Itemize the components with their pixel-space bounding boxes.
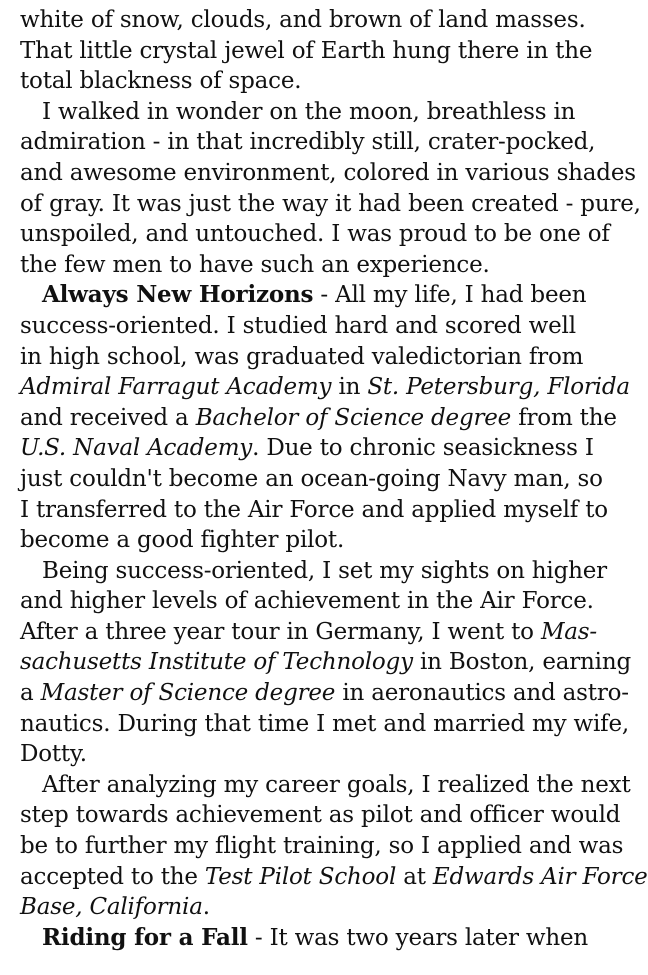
text-segment: in Boston, earning bbox=[412, 649, 631, 676]
paragraph bbox=[20, 770, 648, 923]
text-line bbox=[20, 464, 603, 495]
text-line bbox=[20, 800, 621, 831]
text-line bbox=[20, 403, 617, 434]
text-line bbox=[20, 862, 648, 893]
text-line bbox=[20, 556, 607, 587]
text-line bbox=[20, 66, 592, 97]
text-line bbox=[20, 342, 592, 373]
text-segment: Dotty. bbox=[20, 741, 87, 768]
text-segment: a bbox=[20, 680, 41, 707]
text-line bbox=[20, 739, 592, 770]
text-segment: That little crystal jewel of Earth hung there in the bbox=[20, 37, 593, 64]
text-segment: - All my life, I had been bbox=[313, 282, 587, 309]
text-segment: accepted to the bbox=[20, 863, 205, 890]
text-line bbox=[20, 586, 592, 617]
italic-text: St. Petersburg, Florida bbox=[367, 374, 630, 401]
text-line bbox=[20, 678, 629, 709]
text-segment: step towards achievement as pilot and officer would bbox=[20, 802, 621, 829]
text-line bbox=[20, 219, 610, 250]
text-segment: from the bbox=[511, 404, 617, 431]
italic-text: sachusetts Institute of Technology bbox=[20, 649, 413, 676]
text-segment: just couldn't become an ocean-going Navy man, so bbox=[20, 465, 603, 492]
text-line bbox=[20, 5, 592, 36]
text-segment: After a three year tour in Germany, I went to bbox=[20, 618, 541, 645]
text-line bbox=[20, 127, 596, 158]
text-segment: in aeronautics and astro- bbox=[335, 680, 629, 707]
paragraph bbox=[20, 97, 641, 281]
italic-text: Bachelor of Science degree bbox=[195, 404, 512, 431]
text-line bbox=[20, 280, 592, 311]
text-line bbox=[20, 158, 636, 189]
paragraph bbox=[20, 280, 630, 555]
text-line bbox=[20, 770, 631, 801]
text-line bbox=[20, 372, 630, 403]
italic-text: Master of Science degree bbox=[40, 680, 336, 707]
text-segment: unspoiled, and untouched. I was proud to be one of bbox=[20, 221, 610, 248]
text-line bbox=[20, 250, 592, 281]
bold-heading-text: Always New Horizons bbox=[42, 281, 314, 309]
text-segment: in high school, was graduated valedictorian from bbox=[20, 343, 584, 370]
paragraph bbox=[20, 5, 592, 97]
text-segment: Being success-oriented, I set my sights on higher bbox=[42, 557, 607, 584]
text-line bbox=[20, 36, 592, 67]
text-line bbox=[20, 433, 592, 464]
text-segment: at bbox=[396, 863, 433, 890]
text-segment: become a good fighter pilot. bbox=[20, 527, 345, 554]
text-line bbox=[20, 892, 592, 923]
text-segment: I walked in wonder on the moon, breathless in bbox=[42, 98, 576, 125]
text-line bbox=[20, 525, 592, 556]
text-segment: nautics. During that time I met and married my wife, bbox=[20, 710, 629, 737]
text-segment: in bbox=[331, 374, 368, 401]
text-segment: I transferred to the Air Force and applied myself to bbox=[20, 496, 608, 523]
text-segment: white of snow, clouds, and brown of land masses. bbox=[20, 7, 586, 33]
italic-text: Base, California bbox=[20, 894, 203, 921]
document-page bbox=[20, 5, 648, 953]
text-line bbox=[20, 495, 608, 526]
text-line bbox=[20, 709, 629, 740]
text-segment: After analyzing my career goals, I realized the next bbox=[42, 771, 631, 798]
italic-text: Mas- bbox=[540, 618, 597, 645]
text-segment: . Due to chronic seasickness I bbox=[252, 435, 594, 462]
text-segment: admiration - in that incredibly still, crater-pocked, bbox=[20, 129, 596, 156]
text-line bbox=[20, 923, 592, 954]
text-segment: . bbox=[202, 894, 210, 921]
italic-text: U.S. Naval Academy bbox=[20, 435, 253, 462]
text-line bbox=[20, 647, 631, 678]
text-line bbox=[20, 617, 597, 648]
text-line bbox=[20, 831, 624, 862]
text-segment: and awesome environment, colored in various shades bbox=[20, 159, 636, 186]
text-line bbox=[20, 311, 592, 342]
italic-text: Edwards Air Force bbox=[432, 863, 648, 890]
italic-text: Test Pilot School bbox=[204, 863, 397, 890]
bold-heading-text: Riding for a Fall bbox=[42, 923, 248, 951]
text-segment: and received a bbox=[20, 404, 196, 431]
text-line bbox=[20, 189, 641, 220]
text-segment: and higher levels of achievement in the Air Force. bbox=[20, 588, 594, 615]
text-segment: of gray. It was just the way it had been created - pure, bbox=[20, 190, 641, 217]
text-segment: - It was two years later when bbox=[247, 924, 589, 951]
text-segment: be to further my flight training, so I applied and was bbox=[20, 833, 624, 860]
text-segment: total blackness of space. bbox=[20, 68, 302, 95]
paragraph bbox=[20, 556, 631, 770]
paragraph bbox=[20, 923, 592, 954]
text-line bbox=[20, 97, 592, 128]
text-segment: success-oriented. I studied hard and scored well bbox=[20, 312, 576, 339]
text-segment: the few men to have such an experience. bbox=[20, 251, 490, 278]
italic-text: Admiral Farragut Academy bbox=[20, 374, 332, 401]
